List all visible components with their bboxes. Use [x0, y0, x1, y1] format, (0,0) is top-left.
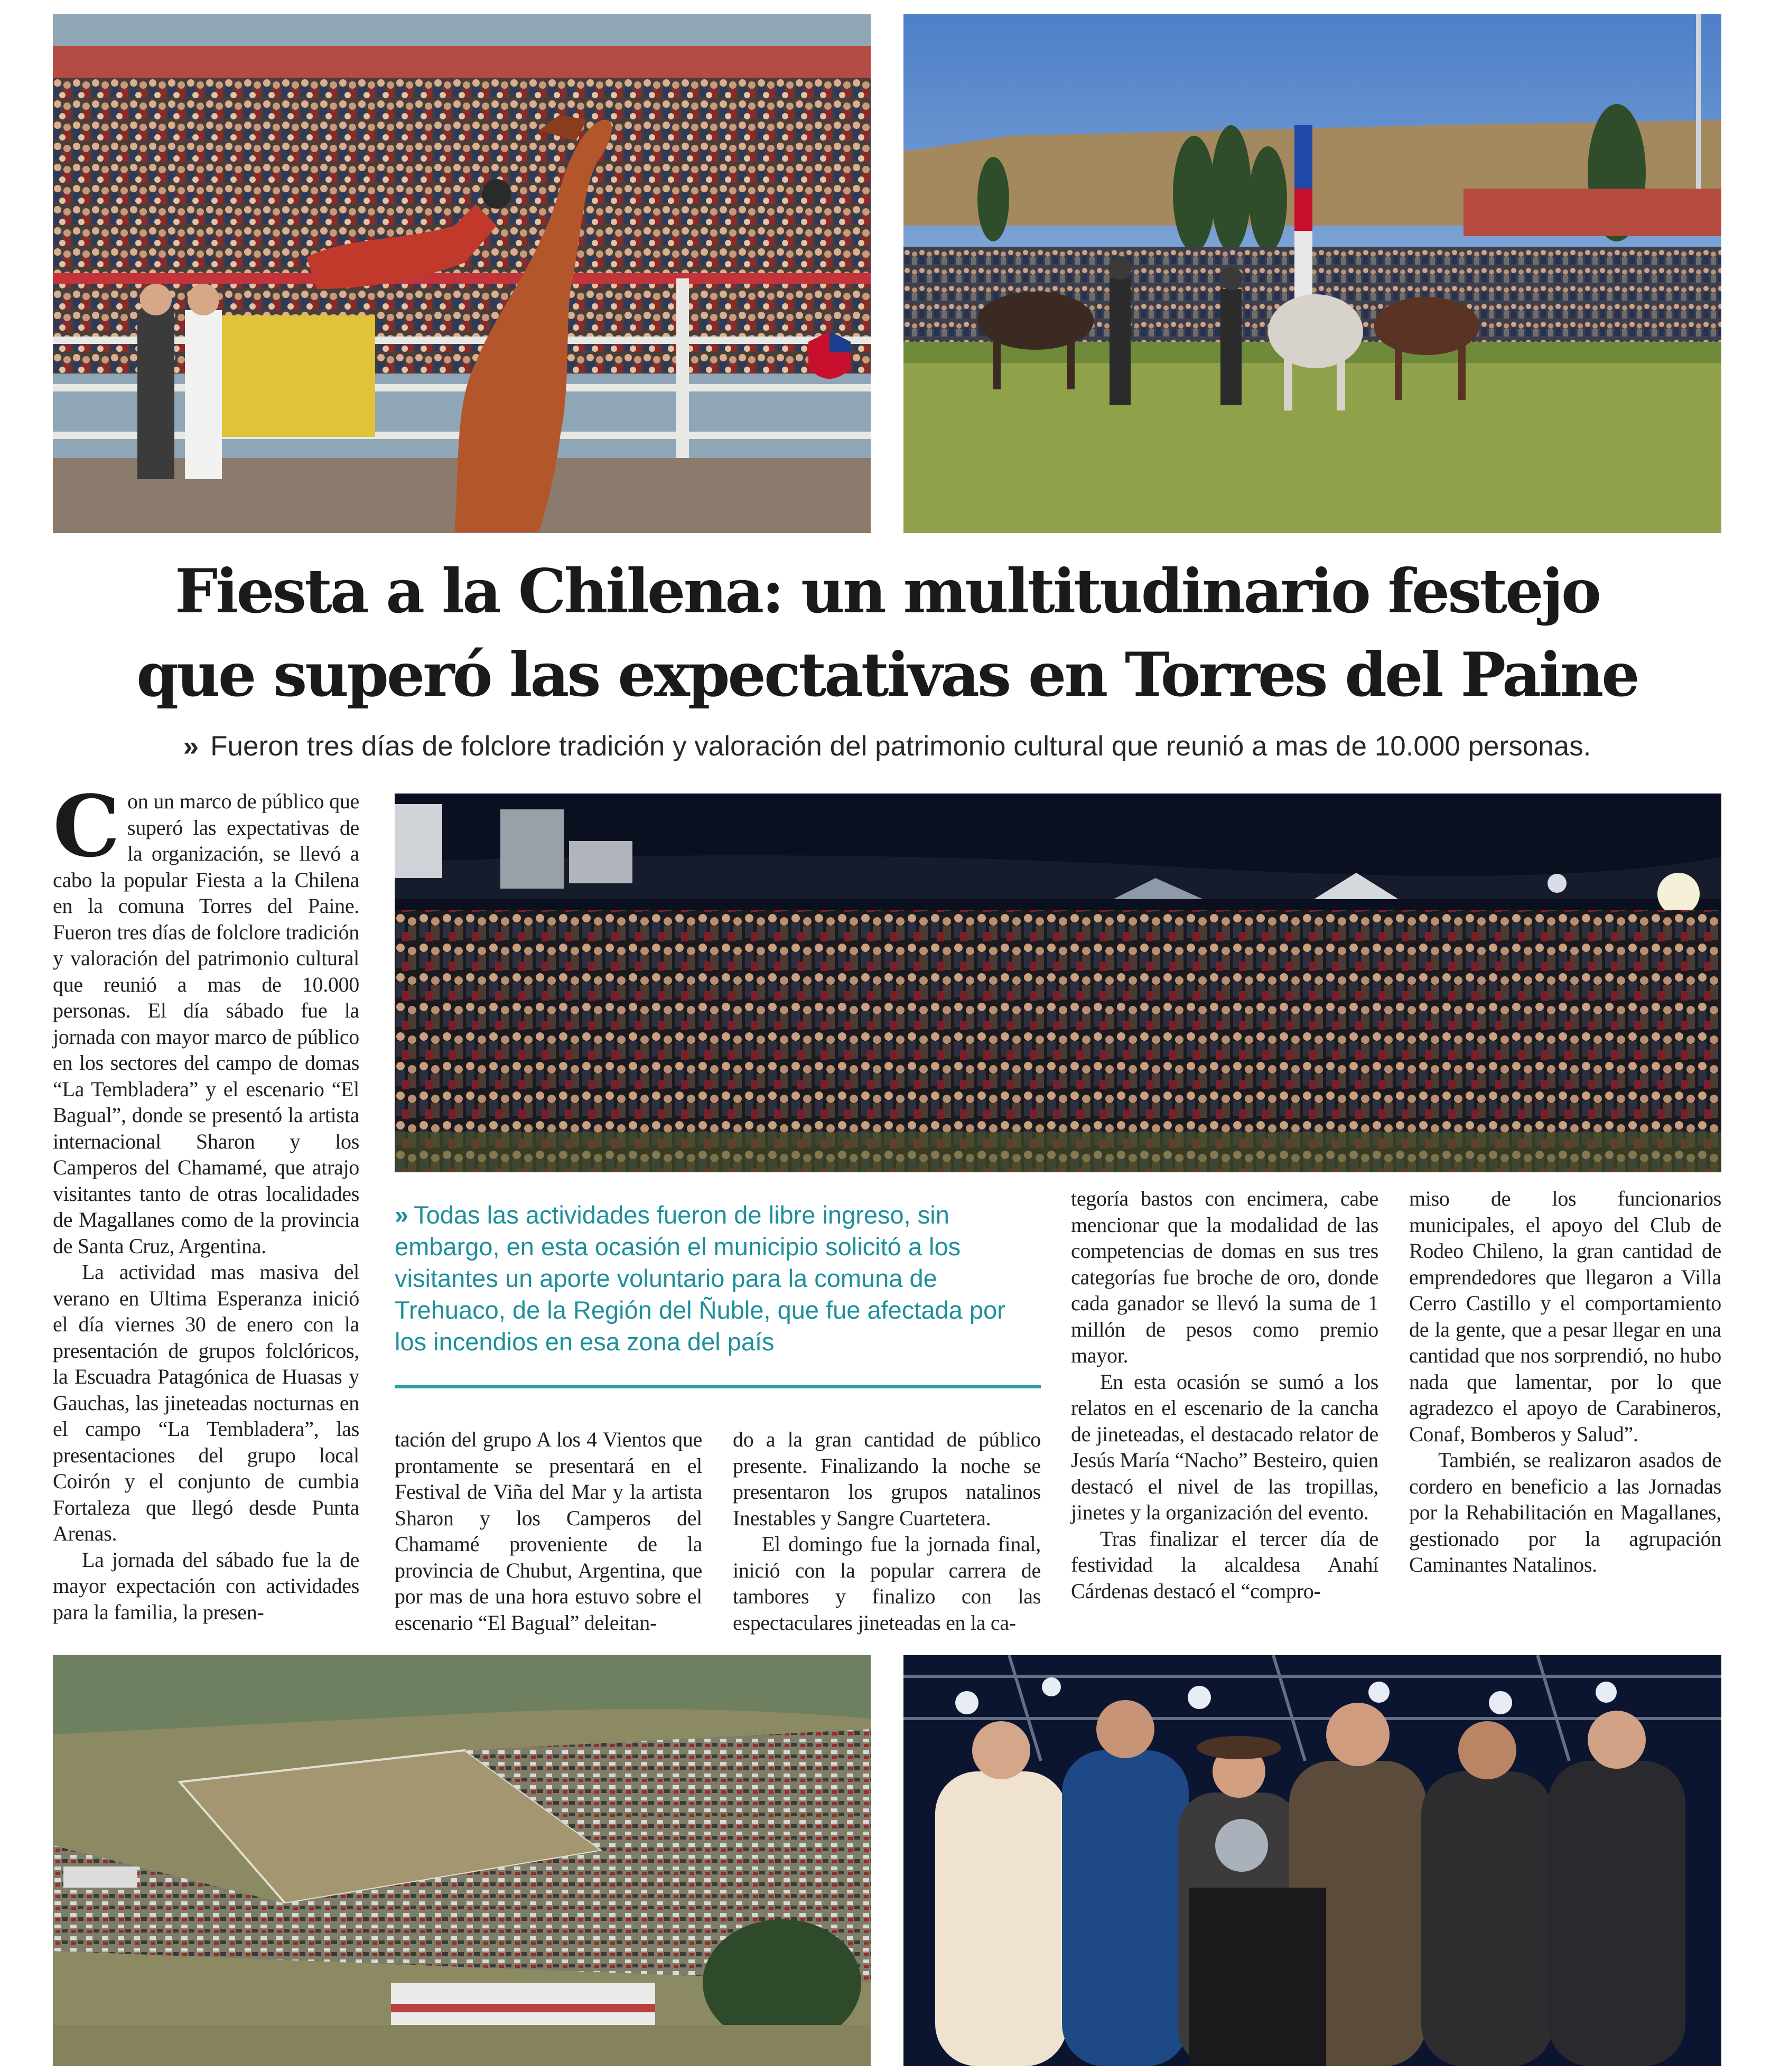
- article-deck: [53, 728, 1721, 765]
- article-column-2: [395, 1426, 702, 1636]
- chevron-right-icon: »: [395, 1201, 406, 1229]
- paragraph: El domingo fue la jornada final, inició con la popular carrera de tambores y finalizo con las espectaculares jineteadas en la ca-: [733, 1532, 1041, 1635]
- paragraph: tegoría bastos con encimera, cabe mencionar que la modalidad de las competencias de domas en sus tres categorías fue broche de oro, donde cada ganador se llevó la suma de 1 millón de pesos como premio mayor.: [1071, 1187, 1378, 1367]
- photo-field-riders: [903, 14, 1721, 533]
- paragraph: La jornada del sábado fue la de mayor expectación con actividades para la familia, la presen-: [53, 1547, 359, 1624]
- paragraph: Tras finalizar el tercer día de festividad la alcaldesa Anahí Cárdenas destacó el “compro-: [1071, 1526, 1378, 1603]
- pull-quote-rule: [395, 1385, 1041, 1388]
- photo-night-crowd: [395, 794, 1721, 1172]
- paragraph: miso de los funcionarios municipales, el apoyo del Club de Rodeo Chileno, la gran cantidad de emprendedores que llegaron a Villa Cerro Castillo y el comportamiento de la gente, que a pesar llegar en una cantidad que nos sorprendió, no hubo nada que lamentar, por lo que agradezco el apoyo de Carabineros, Conaf, Bomberos y Salud”.: [1409, 1187, 1721, 1446]
- headline-line-1: Fiesta a la Chilena: un multitudinario festejo: [175, 556, 1599, 627]
- article-column-5: [1409, 1186, 1721, 1578]
- article-column-3: [733, 1426, 1041, 1636]
- article-headline: [53, 549, 1721, 716]
- article-column-1: [53, 777, 359, 1625]
- headline-line-2: que superó las expectativas en Torres del Paine: [136, 639, 1638, 710]
- paragraph: En esta ocasión se sumó a los relatos en el escenario de la cancha de jineteadas, el destacado relator de Jesús María “Nacho” Besteiro, quien destacó el nivel de las tropillas, jinetes y la organización del evento.: [1071, 1369, 1378, 1524]
- paragraph: Con un marco de público que superó las expectativas de la organización, se llevó a cabo la popular Fiesta a la Chilena en la comuna Torres del Paine. Fueron tres días de folclore tradición y valoración del patrimonio cultural que reunió a mas de 10.000 personas. El día sábado fue la jornada con mayor marco de público en los sectores del campo de domas “La Tembladera” y el escenario “El Bagual”, donde se presentó la artista internacional Sharon y los Camperos del Chamamé, que atrajo visitantes tanto de otras localidades de Magallanes como de la provincia de Santa Cruz, Argentina.: [53, 777, 359, 1258]
- chevron-right-icon: »: [183, 731, 199, 762]
- pull-quote-text: Todas las actividades fueron de libre ingreso, sin embargo, en esta ocasión el municipio solicitó a los visitantes un aporte voluntario para la comuna de Trehuaco, de la Región del Ñuble, que fue afectada por los incendios en esa zona del país: [395, 1201, 1005, 1356]
- photo-rodeo-bucking-horse: [53, 14, 871, 533]
- paragraph: tación del grupo A los 4 Vientos que prontamente se presentará en el Festival de Viña del Mar y la artista Sharon y los Camperos del Chamamé proveniente de la provincia de Chubut, Argentina, que por mas de una hora estuvo sobre el escenario “El Bagual” deleitan-: [395, 1427, 702, 1635]
- paragraph: También, se realizaron asados de cordero en beneficio a las Jornadas por la Rehabilitación en Magallanes, gestionado por la agrupación Caminantes Natalinos.: [1409, 1448, 1721, 1576]
- drop-cap: C: [53, 777, 120, 876]
- article-column-4: [1071, 1186, 1378, 1604]
- paragraph: La actividad mas masiva del verano en Ultima Esperanza inició el día viernes 30 de enero con la presentación de grupos folclóricos, la Escuadra Patagónica de Huasas y Gauchas, las jineteadas nocturnas en el campo “La Tembladera”, las presentaciones del grupo local Coirón y el conjunto de cumbia Fortaleza que llegó desde Punta Arenas.: [53, 1260, 359, 1545]
- photo-stage-group: [903, 1655, 1721, 2066]
- deck-text: Fueron tres días de folclore tradición y valoración del patrimonio cultural que reunió a mas de 10.000 personas.: [210, 731, 1591, 762]
- photo-aerial-view: [53, 1655, 871, 2066]
- paragraph: do a la gran cantidad de público presente. Finalizando la noche se presentaron los grupos natalinos Inestables y Sangre Cuartetera.: [733, 1427, 1041, 1530]
- pull-quote: [395, 1199, 1029, 1358]
